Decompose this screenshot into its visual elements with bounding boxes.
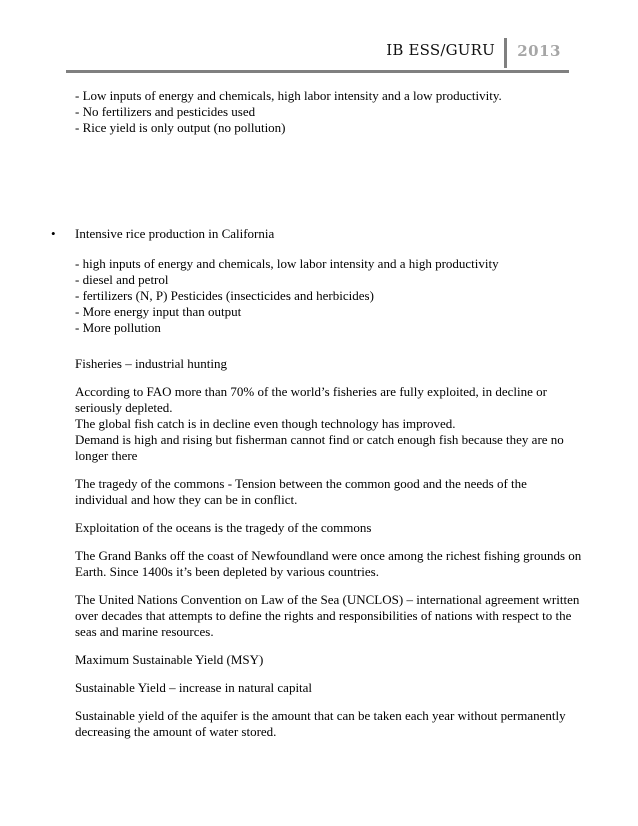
aquifer-paragraph-line: Sustainable yield of the aquifer is the amount that can be taken each year without permanently <box>75 708 566 723</box>
top-list-item: - Low inputs of energy and chemicals, high labor intensity and a low productivity. <box>75 88 502 103</box>
top-list-item: - Rice yield is only output (no pollution) <box>75 120 286 135</box>
california-list-item: - high inputs of energy and chemicals, low labor intensity and a high productivity <box>75 256 499 271</box>
tragedy-paragraph-line: individual and how they can be in conflict. <box>75 492 298 507</box>
fisheries-heading: Fisheries – industrial hunting <box>75 356 228 371</box>
sustainable-yield-line: Sustainable Yield – increase in natural capital <box>75 680 313 695</box>
bullet-text: Intensive rice production in California <box>75 226 275 241</box>
fao-paragraph-line: According to FAO more than 70% of the world’s fisheries are fully exploited, in decline or <box>75 384 547 399</box>
fao-paragraph-line: seriously depleted. <box>75 400 173 415</box>
bullet-icon: • <box>51 226 56 241</box>
unclos-paragraph-line: over decades that attempts to define the rights and responsibilities of nations with respect to the <box>75 608 572 623</box>
unclos-paragraph-line: seas and marine resources. <box>75 624 214 639</box>
california-list-item: - fertilizers (N, P) Pesticides (insecticides and herbicides) <box>75 288 374 303</box>
header-title: IB ESS/GURU <box>386 41 495 59</box>
fao-paragraph-line: Demand is high and rising but fisherman cannot find or catch enough fish because they are no <box>75 432 564 447</box>
grand-banks-paragraph-line: Earth. Since 1400s it’s been depleted by various countries. <box>75 564 379 579</box>
header-divider <box>504 38 507 68</box>
msy-line: Maximum Sustainable Yield (MSY) <box>75 652 264 667</box>
top-list-item: - No fertilizers and pesticides used <box>75 104 256 119</box>
grand-banks-paragraph-line: The Grand Banks off the coast of Newfoundland were once among the richest fishing grounds on <box>75 548 582 563</box>
tragedy-paragraph-line: The tragedy of the commons - Tension between the common good and the needs of the <box>75 476 527 491</box>
california-list-item: - diesel and petrol <box>75 272 169 287</box>
unclos-paragraph-line: The United Nations Convention on Law of the Sea (UNCLOS) – international agreement written <box>75 592 580 607</box>
california-list-item: - More energy input than output <box>75 304 242 319</box>
exploitation-line: Exploitation of the oceans is the tragedy of the commons <box>75 520 372 535</box>
california-list-item: - More pollution <box>75 320 161 335</box>
header-year: 2013 <box>517 42 561 60</box>
aquifer-paragraph-line: decreasing the amount of water stored. <box>75 724 277 739</box>
fao-paragraph-line: The global fish catch is in decline even though technology has improved. <box>75 416 456 431</box>
fao-paragraph-line: longer there <box>75 448 138 463</box>
page-header <box>66 36 569 73</box>
